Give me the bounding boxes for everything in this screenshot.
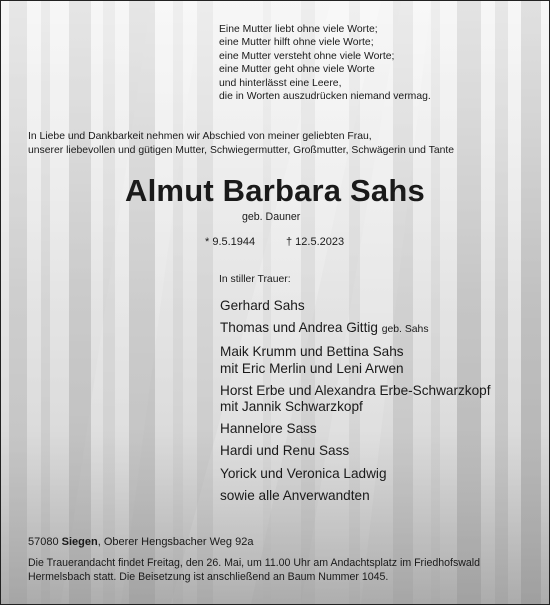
mourner-entry xyxy=(220,421,491,437)
address-postcode: 57080 xyxy=(28,536,59,548)
mourner-entry xyxy=(220,488,491,504)
poem-line: eine Mutter versteht ohne viele Worte; xyxy=(219,50,395,62)
mourner-line: Hannelore Sass xyxy=(220,421,317,437)
poem xyxy=(219,23,431,103)
mourner-line: Horst Erbe und Alexandra Erbe-Schwarzkopf xyxy=(220,382,491,398)
mourner-suffix: geb. Sahs xyxy=(381,324,429,336)
mourner-entry xyxy=(220,383,491,415)
intro-text xyxy=(28,130,454,158)
poem-line: eine Mutter geht ohne viele Worte xyxy=(219,64,375,76)
service-line: Die Trauerandacht findet Freitag, den 26. Mai, um 11.00 Uhr am Andachtsplatz im Friedhofswald xyxy=(28,557,481,569)
intro-line: unserer liebevollen und gütigen Mutter, Schwiegermutter, Großmutter, Schwägerin und Tante xyxy=(28,145,455,156)
mourner-entry xyxy=(220,298,491,314)
death-date: † 12.5.2023 xyxy=(286,236,345,248)
poem-line: Eine Mutter liebt ohne viele Worte; xyxy=(219,24,378,35)
poem-line: die in Worten auszudrücken niemand vermag. xyxy=(219,91,431,103)
mourner-line: Yorick und Veronica Ladwig xyxy=(220,465,387,481)
mourner-entry xyxy=(220,466,491,482)
mourner-line: sowie alle Anverwandten xyxy=(220,487,370,503)
address xyxy=(28,536,253,548)
birth-date: * 9.5.1944 xyxy=(205,236,256,248)
mourner-entry xyxy=(220,443,491,459)
address-city: Siegen xyxy=(61,536,98,548)
mourner-line: Hardi und Renu Sass xyxy=(220,443,350,459)
deceased-name: Almut Barbara Sahs xyxy=(125,173,425,208)
mourner-line: Gerhard Sahs xyxy=(220,298,305,313)
address-street: , Oberer Hengsbacher Weg 92a xyxy=(97,536,254,548)
mourner-entry xyxy=(220,320,491,338)
poem-line: und hinterlässt eine Leere, xyxy=(219,77,342,89)
mourners-list xyxy=(220,298,491,510)
service-line: Hermelsbach statt. Die Beisetzung ist anschließend an Baum Nummer 1045. xyxy=(28,571,389,583)
mourner-line: Thomas und Andrea Gittig xyxy=(220,320,378,336)
mourner-line: mit Eric Merlin und Leni Arwen xyxy=(220,360,404,376)
mourner-line: Maik Krumm und Bettina Sahs xyxy=(220,344,404,360)
poem-line: eine Mutter hilft ohne viele Worte; xyxy=(219,37,374,49)
mourner-line: mit Jannik Schwarzkopf xyxy=(220,399,363,415)
service-info xyxy=(28,556,480,584)
intro-line: In Liebe und Dankbarkeit nehmen wir Abschied von meiner geliebten Frau, xyxy=(28,131,372,142)
mourner-entry xyxy=(220,344,491,376)
maiden-name: geb. Dauner xyxy=(242,211,301,223)
mourning-label: In stiller Trauer: xyxy=(219,274,291,285)
